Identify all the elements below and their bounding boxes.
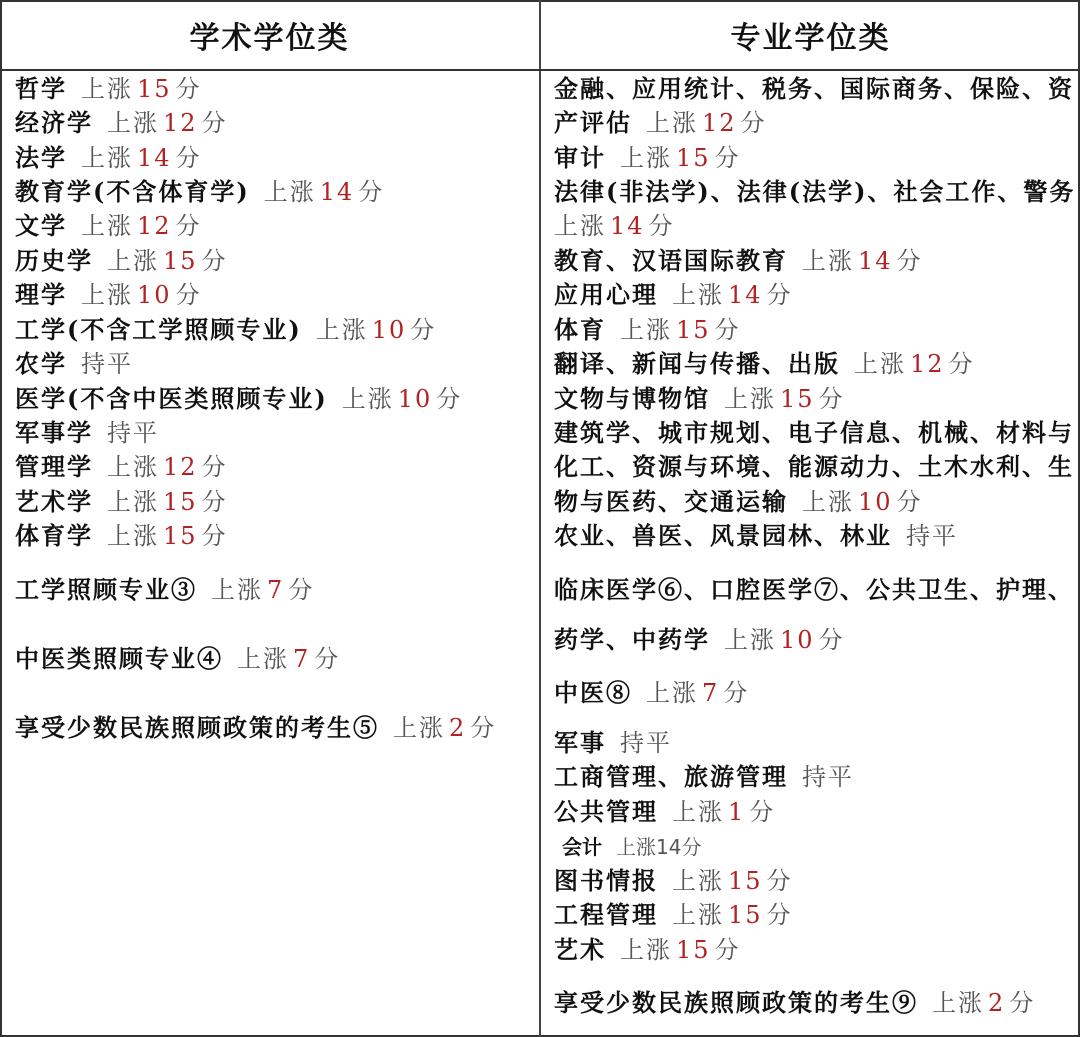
professional-row: 审计 上涨 15 分 [554,143,741,172]
header-divider [0,69,1080,71]
academic-row: 教育学(不含体育学) 上涨 14 分 [15,177,385,206]
professional-row-engineering-cont: 化工、资源与环境、能源动力、土木水利、生 [554,452,1074,481]
professional-row: 工商管理、旅游管理 持平 [554,762,854,791]
professional-row-finance: 金融、应用统计、税务、国际商务、保险、资 [554,74,1074,103]
professional-row: 翻译、新闻与传播、出版 上涨 12 分 [554,349,975,378]
professional-row-medicine-cont: 药学、中药学 上涨 10 分 [554,625,845,654]
academic-row: 农学 持平 [15,349,133,378]
academic-row: 工学照顾专业③ 上涨 7 分 [15,575,315,604]
professional-row-engineering-end: 物与医药、交通运输 上涨 10 分 [554,487,923,516]
professional-row: 中医⑧ 上涨 7 分 [554,678,750,707]
professional-row-law-cont: 上涨 14 分 [554,212,675,240]
professional-row-finance-cont: 产评估 上涨 12 分 [554,108,767,137]
header-academic: 学术学位类 [189,20,350,56]
professional-row: 教育、汉语国际教育 上涨 14 分 [554,246,923,275]
academic-row: 中医类照顾专业④ 上涨 7 分 [15,644,341,673]
academic-row: 经济学 上涨 12 分 [15,108,228,137]
professional-row: 工程管理 上涨 15 分 [554,900,793,929]
academic-row: 文学 上涨 12 分 [15,211,202,240]
professional-row: 文物与博物馆 上涨 15 分 [554,384,845,413]
professional-row: 公共管理 上涨 1 分 [554,797,776,826]
academic-row: 艺术学 上涨 15 分 [15,487,228,516]
academic-row: 历史学 上涨 15 分 [15,246,228,275]
professional-row-law: 法律(非法学)、法律(法学)、社会工作、警务 [554,177,1076,206]
column-divider [539,0,541,1037]
academic-row: 军事学 持平 [15,418,159,447]
professional-row: 体育 上涨 15 分 [554,315,741,344]
professional-row: 享受少数民族照顾政策的考生⑨ 上涨 2 分 [554,988,1036,1017]
professional-row-medicine: 临床医学⑥、口腔医学⑦、公共卫生、护理、 [554,575,1074,604]
professional-row: 图书情报 上涨 15 分 [554,866,793,895]
header-professional: 专业学位类 [730,20,891,56]
professional-row: 军事 持平 [554,728,672,757]
academic-row: 享受少数民族照顾政策的考生⑤ 上涨 2 分 [15,713,497,742]
academic-row: 理学 上涨 10 分 [15,280,202,309]
academic-row: 医学(不含中医类照顾专业) 上涨 10 分 [15,384,463,413]
professional-row: 艺术 上涨 15 分 [554,935,741,964]
professional-row: 应用心理 上涨 14 分 [554,280,793,309]
academic-row: 哲学 上涨 15 分 [15,74,202,103]
professional-row-engineering: 建筑学、城市规划、电子信息、机械、材料与 [554,418,1074,447]
professional-row-accounting: 会计 上涨14分 [562,835,702,859]
academic-row: 管理学 上涨 12 分 [15,452,228,481]
academic-row: 工学(不含工学照顾专业) 上涨 10 分 [15,315,437,344]
academic-row: 体育学 上涨 15 分 [15,521,228,550]
professional-row: 农业、兽医、风景园林、林业 持平 [554,521,958,550]
academic-row: 法学 上涨 14 分 [15,143,202,172]
